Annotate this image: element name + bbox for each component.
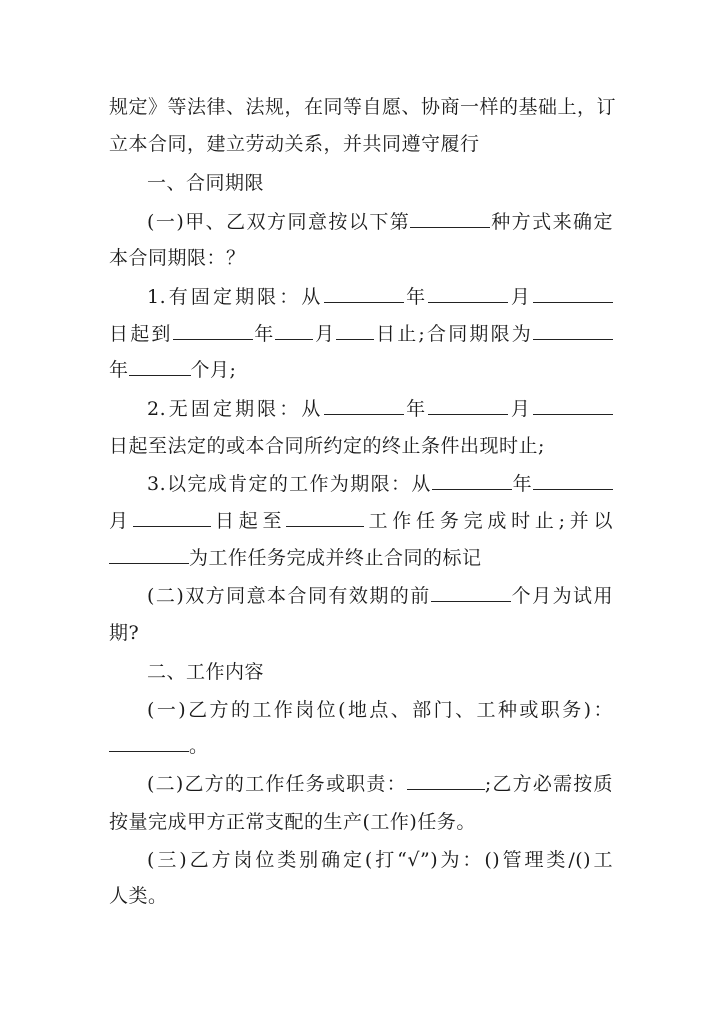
line-text: 期? [109, 622, 140, 644]
heading-text: 二、工作内容 [147, 661, 265, 683]
line-text: 本合同期限：？ [109, 247, 246, 269]
fill-blank [533, 284, 613, 303]
fill-blank [275, 321, 313, 340]
line-text: 人类。 [109, 885, 168, 907]
line-text: (一)乙方的工作岗位(地点、部门、工种或职务)： [147, 699, 613, 721]
paragraph-line [147, 396, 613, 422]
line-text: 月 [508, 286, 533, 308]
paragraph-line [109, 131, 613, 157]
line-text: 工作任务完成时止;并以 [364, 510, 613, 532]
line-text: (一)甲、乙双方同意按以下第 [147, 211, 411, 233]
line-text: 日起至法定的或本合同所约定的终止条件出现时止; [109, 435, 545, 457]
paragraph-line [147, 771, 613, 797]
fill-blank [410, 209, 490, 228]
line-text: 按量完成甲方正常支配的生产(工作)任务。 [109, 811, 476, 833]
paragraph-line [109, 321, 613, 347]
paragraph-line [109, 883, 613, 909]
paragraph-line [109, 733, 613, 759]
fill-blank [533, 396, 613, 415]
line-text: 月 [109, 510, 133, 532]
line-text: 1.有固定期限：从 [147, 286, 324, 308]
line-text: 。 [189, 735, 209, 757]
fill-blank [432, 471, 512, 490]
line-text: 2.无固定期限：从 [147, 398, 324, 420]
line-text: 为工作任务完成并终止合同的标记 [189, 547, 482, 569]
line-text: 年 [252, 323, 276, 345]
line-text: 年 [109, 359, 129, 381]
paragraph-line [109, 245, 613, 271]
paragraph-line [109, 545, 613, 571]
line-text: 年 [511, 473, 533, 495]
paragraph-line [147, 284, 613, 310]
paragraph-line [147, 697, 613, 723]
line-text: 日起到 [109, 323, 173, 345]
line-text: 日起至 [210, 510, 287, 532]
fill-blank [407, 771, 485, 790]
line-text: 种方式来确定 [490, 211, 613, 233]
fill-blank [324, 396, 404, 415]
fill-blank [428, 284, 508, 303]
line-text: 月 [508, 398, 533, 420]
fill-blank [286, 508, 364, 527]
section-heading [147, 170, 613, 196]
paragraph-line [109, 433, 613, 459]
fill-blank [324, 284, 404, 303]
fill-blank [133, 508, 211, 527]
paragraph-line [109, 620, 613, 646]
line-text: 日止;合同期限为 [374, 323, 533, 345]
paragraph-line [147, 847, 613, 873]
line-text: 个月; [190, 359, 237, 381]
line-text: 个月为试用 [510, 585, 613, 607]
fill-blank [533, 471, 613, 490]
fill-blank [533, 321, 613, 340]
fill-blank [431, 583, 511, 602]
fill-blank [173, 321, 253, 340]
line-text: 规定》等法律、法规，在同等自愿、协商一样的基础上，订 [109, 96, 617, 118]
line-text: 年 [403, 286, 429, 308]
line-text: 立本合同，建立劳动关系，并共同遵守履行 [109, 133, 480, 155]
paragraph-line [109, 357, 613, 383]
fill-blank [109, 733, 189, 752]
line-text: ;乙方必需按质 [484, 773, 613, 795]
line-text: (二)乙方的工作任务或职责： [147, 773, 407, 795]
paragraph-line [109, 508, 613, 534]
heading-text: 一、合同期限 [147, 172, 265, 194]
line-text: 3.以完成肯定的工作为期限：从 [147, 473, 432, 495]
line-text: 年 [403, 398, 429, 420]
fill-blank [428, 396, 508, 415]
line-text: 月 [313, 323, 337, 345]
paragraph-line [109, 94, 617, 120]
section-heading [147, 659, 613, 685]
line-text: (二)双方同意本合同有效期的前 [147, 585, 431, 607]
line-text: (三)乙方岗位类别确定(打“√”)为：()管理类/()工 [147, 849, 613, 871]
paragraph-line [147, 471, 613, 497]
fill-blank [336, 321, 374, 340]
fill-blank [129, 357, 191, 376]
paragraph-line [109, 809, 613, 835]
paragraph-line [147, 583, 613, 609]
paragraph-line [147, 209, 613, 235]
fill-blank [109, 545, 189, 564]
